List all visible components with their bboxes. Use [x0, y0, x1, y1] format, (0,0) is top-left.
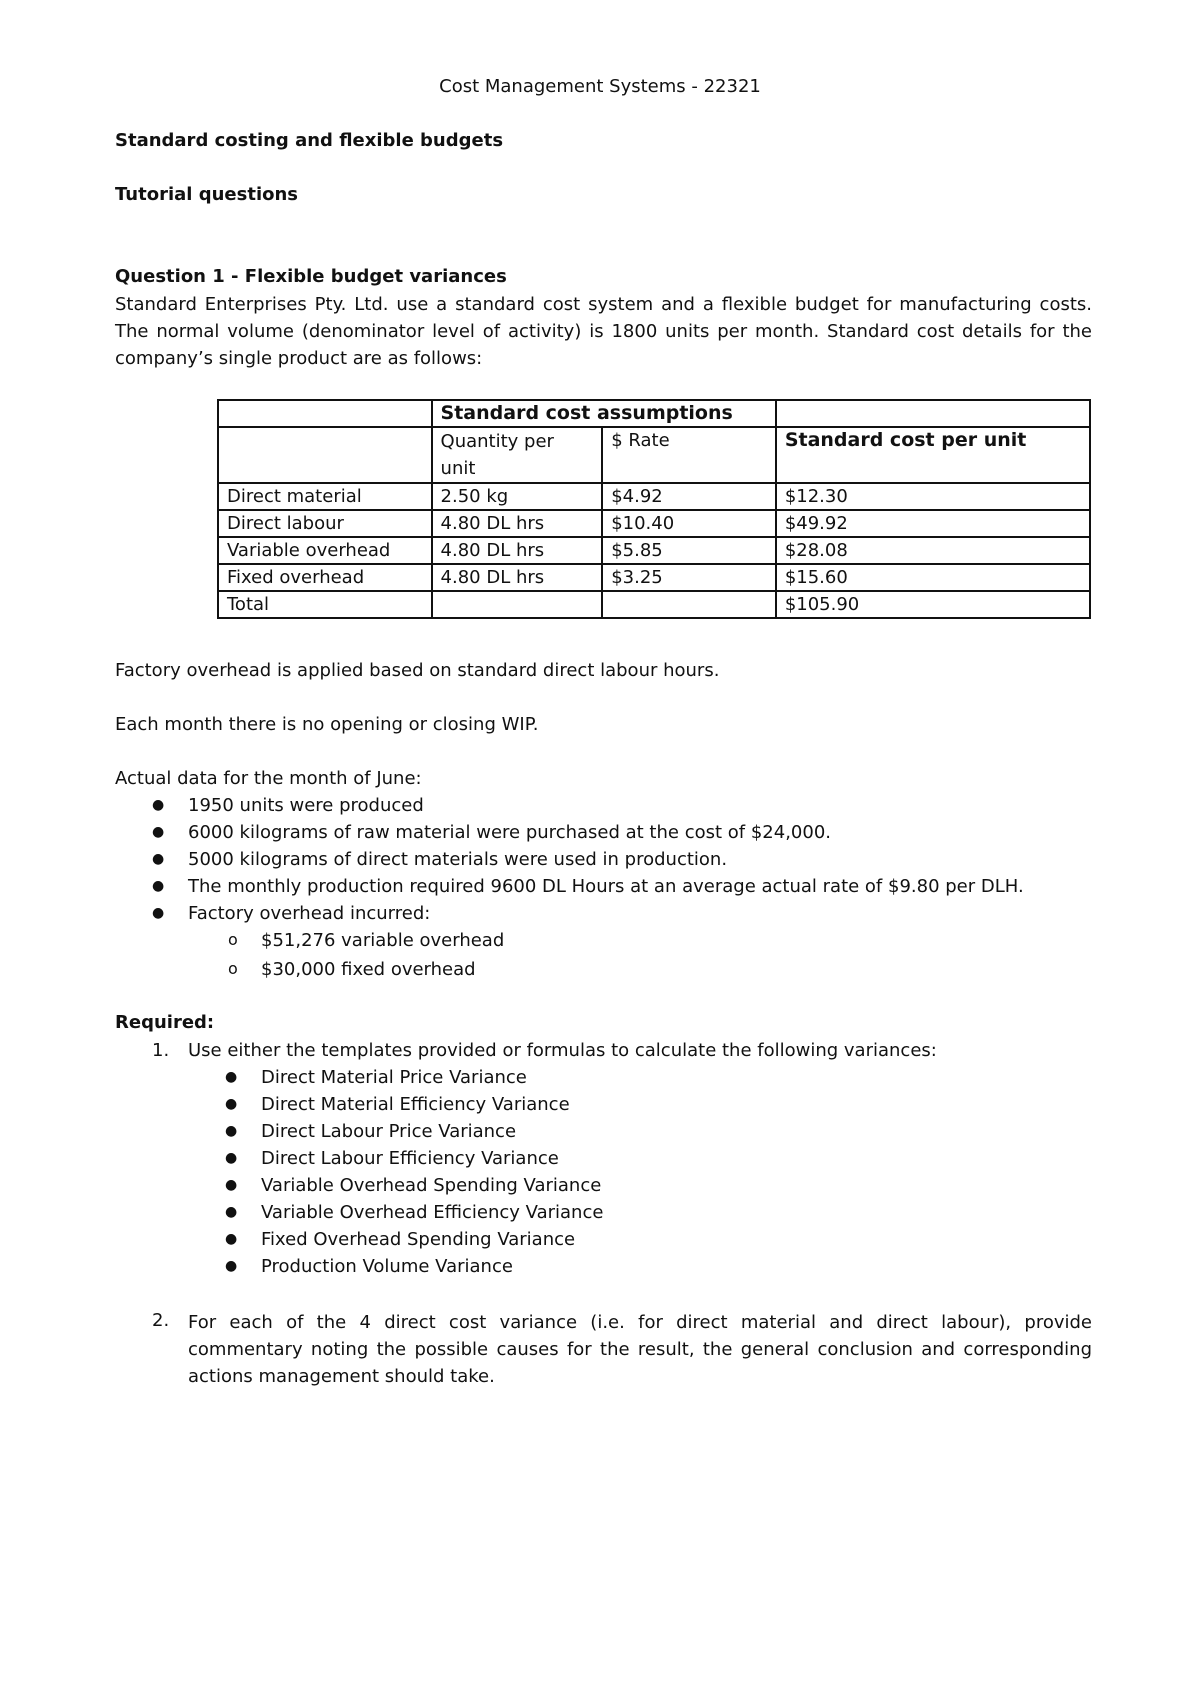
- bullet-icon: ●: [225, 1123, 238, 1139]
- bullet-icon: ●: [152, 824, 165, 840]
- question-heading: Question 1 - Flexible budget variances: [115, 266, 507, 287]
- row-quantity: 4.80 DL hrs: [432, 564, 603, 591]
- actual-data-heading: Actual data for the month of June:: [115, 768, 422, 789]
- actual-item: The monthly production required 9600 DL Hours at an average actual rate of $9.80 per DLH.: [188, 876, 1024, 897]
- requirement-line: For each of the 4 direct cost variance (i.e. for direct material and direct labour), provide: [188, 1312, 1092, 1333]
- actual-item: 6000 kilograms of raw material were purchased at the cost of $24,000.: [188, 822, 831, 843]
- row-quantity: 4.80 DL hrs: [432, 510, 603, 537]
- row-quantity: 2.50 kg: [432, 483, 603, 510]
- note-overhead-applied: Factory overhead is applied based on standard direct labour hours.: [115, 660, 720, 681]
- table-row: [218, 483, 1090, 510]
- actual-item: 1950 units were produced: [188, 795, 424, 816]
- overhead-item: $30,000 fixed overhead: [261, 959, 476, 980]
- variance-item: Direct Labour Price Variance: [261, 1121, 517, 1142]
- note-wip: Each month there is no opening or closing WIP.: [115, 714, 539, 735]
- requirement-line: actions management should take.: [188, 1366, 495, 1387]
- table-cell: [218, 427, 432, 483]
- bullet-icon: ●: [225, 1150, 238, 1166]
- actual-item: 5000 kilograms of direct materials were used in production.: [188, 849, 728, 870]
- bullet-icon: ●: [152, 797, 165, 813]
- table-row: [218, 537, 1090, 564]
- row-rate: $3.25: [602, 564, 776, 591]
- document-title: Standard costing and flexible budgets: [115, 130, 504, 151]
- variance-item: Fixed Overhead Spending Variance: [261, 1229, 576, 1250]
- column-header-cost: Standard cost per unit: [776, 427, 1090, 483]
- row-cost: $105.90: [776, 591, 1090, 618]
- row-rate: $4.92: [602, 483, 776, 510]
- variance-item: Variable Overhead Spending Variance: [261, 1175, 602, 1196]
- circle-bullet-icon: o: [228, 959, 238, 978]
- column-header-rate: $ Rate: [602, 427, 776, 483]
- table-total-row: [218, 591, 1090, 618]
- bullet-icon: ●: [152, 851, 165, 867]
- bullet-icon: ●: [225, 1204, 238, 1220]
- overhead-item: $51,276 variable overhead: [261, 930, 505, 951]
- table-cell: [776, 400, 1090, 427]
- intro-line: company’s single product are as follows:: [115, 348, 483, 369]
- bullet-icon: ●: [225, 1069, 238, 1085]
- intro-line: The normal volume (denominator level of activity) is 1800 units per month. Standard cost details for the: [115, 321, 1092, 342]
- table-header-row: [218, 427, 1090, 483]
- variance-item: Variable Overhead Efficiency Variance: [261, 1202, 604, 1223]
- row-cost: $28.08: [776, 537, 1090, 564]
- row-rate: $5.85: [602, 537, 776, 564]
- variance-item: Direct Material Efficiency Variance: [261, 1094, 570, 1115]
- row-rate: [602, 591, 776, 618]
- table-row: [218, 564, 1090, 591]
- page-header: Cost Management Systems - 22321: [439, 76, 761, 97]
- row-item: Variable overhead: [218, 537, 432, 564]
- requirement-number: 1.: [152, 1040, 170, 1061]
- intro-line: Standard Enterprises Pty. Ltd. use a standard cost system and a flexible budget for manufacturing costs.: [115, 294, 1092, 315]
- document-subtitle: Tutorial questions: [115, 184, 299, 205]
- row-item: Total: [218, 591, 432, 618]
- bullet-icon: ●: [225, 1231, 238, 1247]
- table-cell: [218, 400, 432, 427]
- row-item: Direct labour: [218, 510, 432, 537]
- table-row: [218, 510, 1090, 537]
- standard-cost-table: [217, 399, 1091, 619]
- circle-bullet-icon: o: [228, 930, 238, 949]
- requirement-text: [188, 1309, 1092, 1390]
- bullet-icon: ●: [225, 1177, 238, 1193]
- variance-item: Direct Material Price Variance: [261, 1067, 527, 1088]
- requirement-number: 2.: [152, 1310, 170, 1331]
- row-quantity: [432, 591, 603, 618]
- row-item: Direct material: [218, 483, 432, 510]
- actual-item: Factory overhead incurred:: [188, 903, 431, 924]
- bullet-icon: ●: [152, 905, 165, 921]
- bullet-icon: ●: [225, 1258, 238, 1274]
- row-cost: $12.30: [776, 483, 1090, 510]
- column-header-quantity: Quantity per unit: [432, 427, 603, 483]
- bullet-icon: ●: [152, 878, 165, 894]
- bullet-icon: ●: [225, 1096, 238, 1112]
- row-cost: $49.92: [776, 510, 1090, 537]
- requirement-line: commentary noting the possible causes for the result, the general conclusion and corresponding: [188, 1339, 1092, 1360]
- row-rate: $10.40: [602, 510, 776, 537]
- table-group-header: Standard cost assumptions: [432, 400, 776, 427]
- row-item: Fixed overhead: [218, 564, 432, 591]
- intro-paragraph: [115, 291, 1092, 372]
- table-header-row: [218, 400, 1090, 427]
- requirement-text: Use either the templates provided or formulas to calculate the following variances:: [188, 1040, 937, 1061]
- variance-item: Direct Labour Efficiency Variance: [261, 1148, 559, 1169]
- required-heading: Required:: [115, 1012, 215, 1033]
- variance-item: Production Volume Variance: [261, 1256, 513, 1277]
- row-quantity: 4.80 DL hrs: [432, 537, 603, 564]
- row-cost: $15.60: [776, 564, 1090, 591]
